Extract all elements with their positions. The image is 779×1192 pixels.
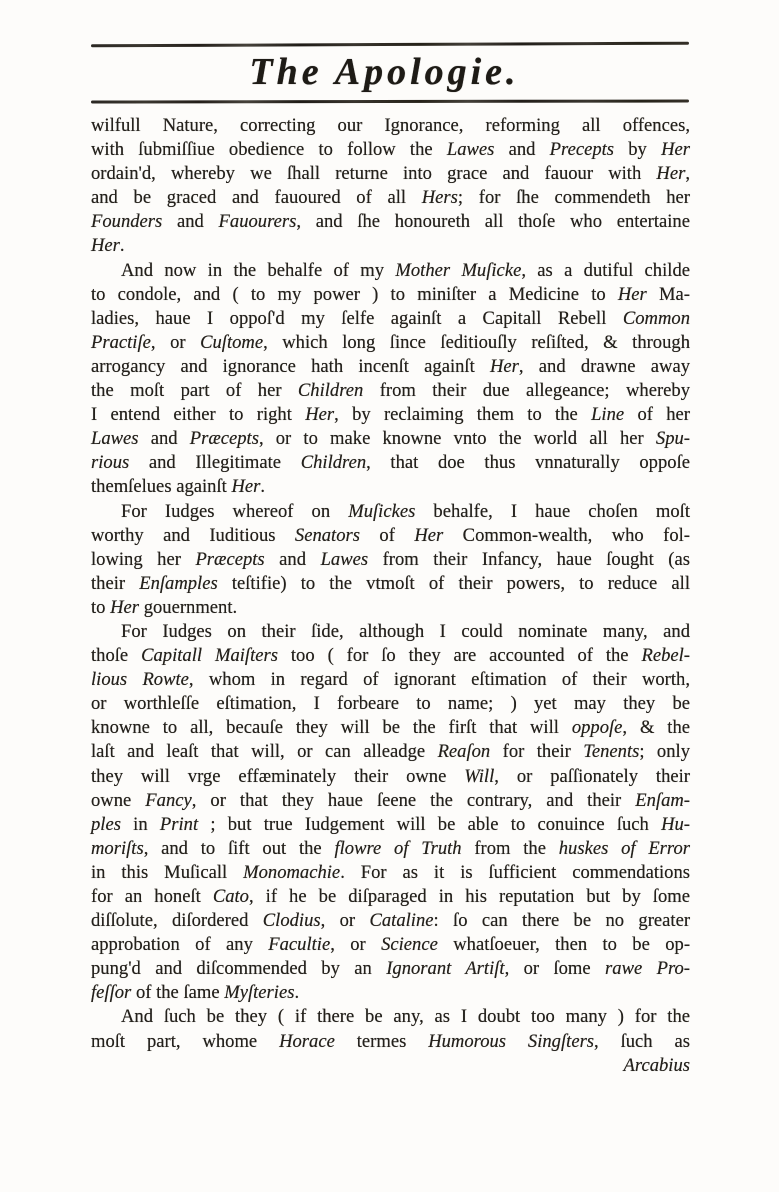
paragraph (91, 1005, 690, 1053)
text-line: Lawes and Præcepts, or to make knowne vnto the world all her Spu- (91, 428, 690, 450)
text-line: ples in Print ; but true Iudgement will be able to conuince ſuch Hu- (91, 813, 690, 835)
text-line: feſſor of the ſame Myſteries. (91, 982, 300, 1004)
text-line: ordain'd, whereby we ſhall returne into grace and fauour with Her, (91, 163, 690, 185)
paragraph (91, 620, 690, 1006)
text-line: laſt and leaſt that will, or can alleadge Reaſon for their Tenents; only (91, 741, 690, 763)
text-line: ladies, haue I oppoſ'd my ſelfe againſt a Capitall Rebell Common (91, 307, 690, 329)
text-line: Practiſe, or Cuſtome, which long ſince ſeditiouſly reſiſted, & through (91, 331, 690, 353)
text-line: And ſuch be they ( if there be any, as I doubt too many ) for the (121, 1006, 690, 1028)
text-line: I entend either to right Her, by reclaiming them to the Line of her (91, 404, 691, 426)
text-line: with ſubmiſſiue obedience to follow the Lawes and Precepts by Her (91, 139, 690, 161)
text-line: For Iudges on their ſide, although I could nominate many, and (121, 620, 690, 642)
text-line: in this Muſicall Monomachie. For as it is ſufficient commendations (91, 861, 690, 883)
text-line: lowing her Præcepts and Lawes from their Infancy, haue ſought (as (91, 548, 690, 570)
text-line: lious Rowte, whom in regard of ignorant eſtimation of their worth, (91, 669, 690, 691)
text-line: and be graced and fauoured of all Hers; for ſhe commendeth her (91, 187, 690, 209)
text-line: they will vrge effæminately their owne Will, or paſſionately their (91, 765, 690, 787)
catchword: Arcabius (623, 1054, 690, 1076)
text-line: And now in the behalfe of my Mother Muſicke, as a dutiful childe (121, 259, 690, 281)
text-line: worthy and Iuditious Senators of Her Common-wealth, who fol- (91, 524, 690, 546)
text-line: thoſe Capitall Maiſters too ( for ſo they are accounted of the Rebel- (91, 645, 691, 667)
text-line: Founders and Fauourers, and ſhe honoureth all thoſe who entertaine (91, 211, 690, 233)
body-text (91, 114, 690, 1054)
text-line: or worthleſſe eſtimation, I forbeare to name; ) yet may they be (91, 693, 690, 715)
title-rule (91, 99, 689, 103)
text-line: knowne to all, becauſe they will be the firſt that will oppoſe, & the (91, 717, 690, 739)
page-title: The Apologie. (249, 51, 520, 93)
text-line: arrogancy and ignorance hath incenſt againſt Her, and drawne away (91, 355, 690, 377)
paragraph (91, 259, 690, 500)
text-line: pung'd and diſcommended by an Ignorant Artiſt, or ſome rawe Pro- (91, 958, 690, 980)
text-line: moriſts, and to ſift out the flowre of Truth from the huskes of Error (91, 837, 690, 859)
text-line: themſelues againſt Her. (91, 476, 266, 498)
text-line: diſſolute, diſordered Clodius, or Cataline: ſo can there be no greater (91, 910, 691, 932)
text-line: moſt part, whome Horace termes Humorous Singſters, ſuch as (91, 1030, 690, 1052)
top-rule (91, 42, 689, 48)
paragraph (91, 500, 690, 620)
text-line: approbation of any Facultie, or Science whatſoeuer, then to be op- (91, 934, 691, 956)
paragraph (91, 114, 690, 259)
text-line: rious and Illegitimate Children, that doe thus vnnaturally oppoſe (91, 452, 690, 474)
text-line: owne Fancy, or that they haue ſeene the contrary, and their Enſam- (91, 789, 690, 811)
text-line: to Her gouernment. (91, 596, 238, 618)
text-line: for an honeſt Cato, if he be diſparaged in his reputation but by ſome (91, 886, 690, 907)
text-line: to condole, and ( to my power ) to miniſter a Medicine to Her Ma- (91, 283, 690, 305)
text-line: the moſt part of her Children from their due allegeance; whereby (91, 380, 690, 402)
text-line: wilfull Nature, correcting our Ignorance, reforming all offences, (91, 115, 690, 136)
text-line: their Enſamples teſtifie) to the vtmoſt of their powers, to reduce all (91, 572, 690, 594)
text-line: Her. (91, 235, 125, 257)
text-line: For Iudges whereof on Muſickes behalfe, I haue choſen moſt (121, 500, 691, 522)
